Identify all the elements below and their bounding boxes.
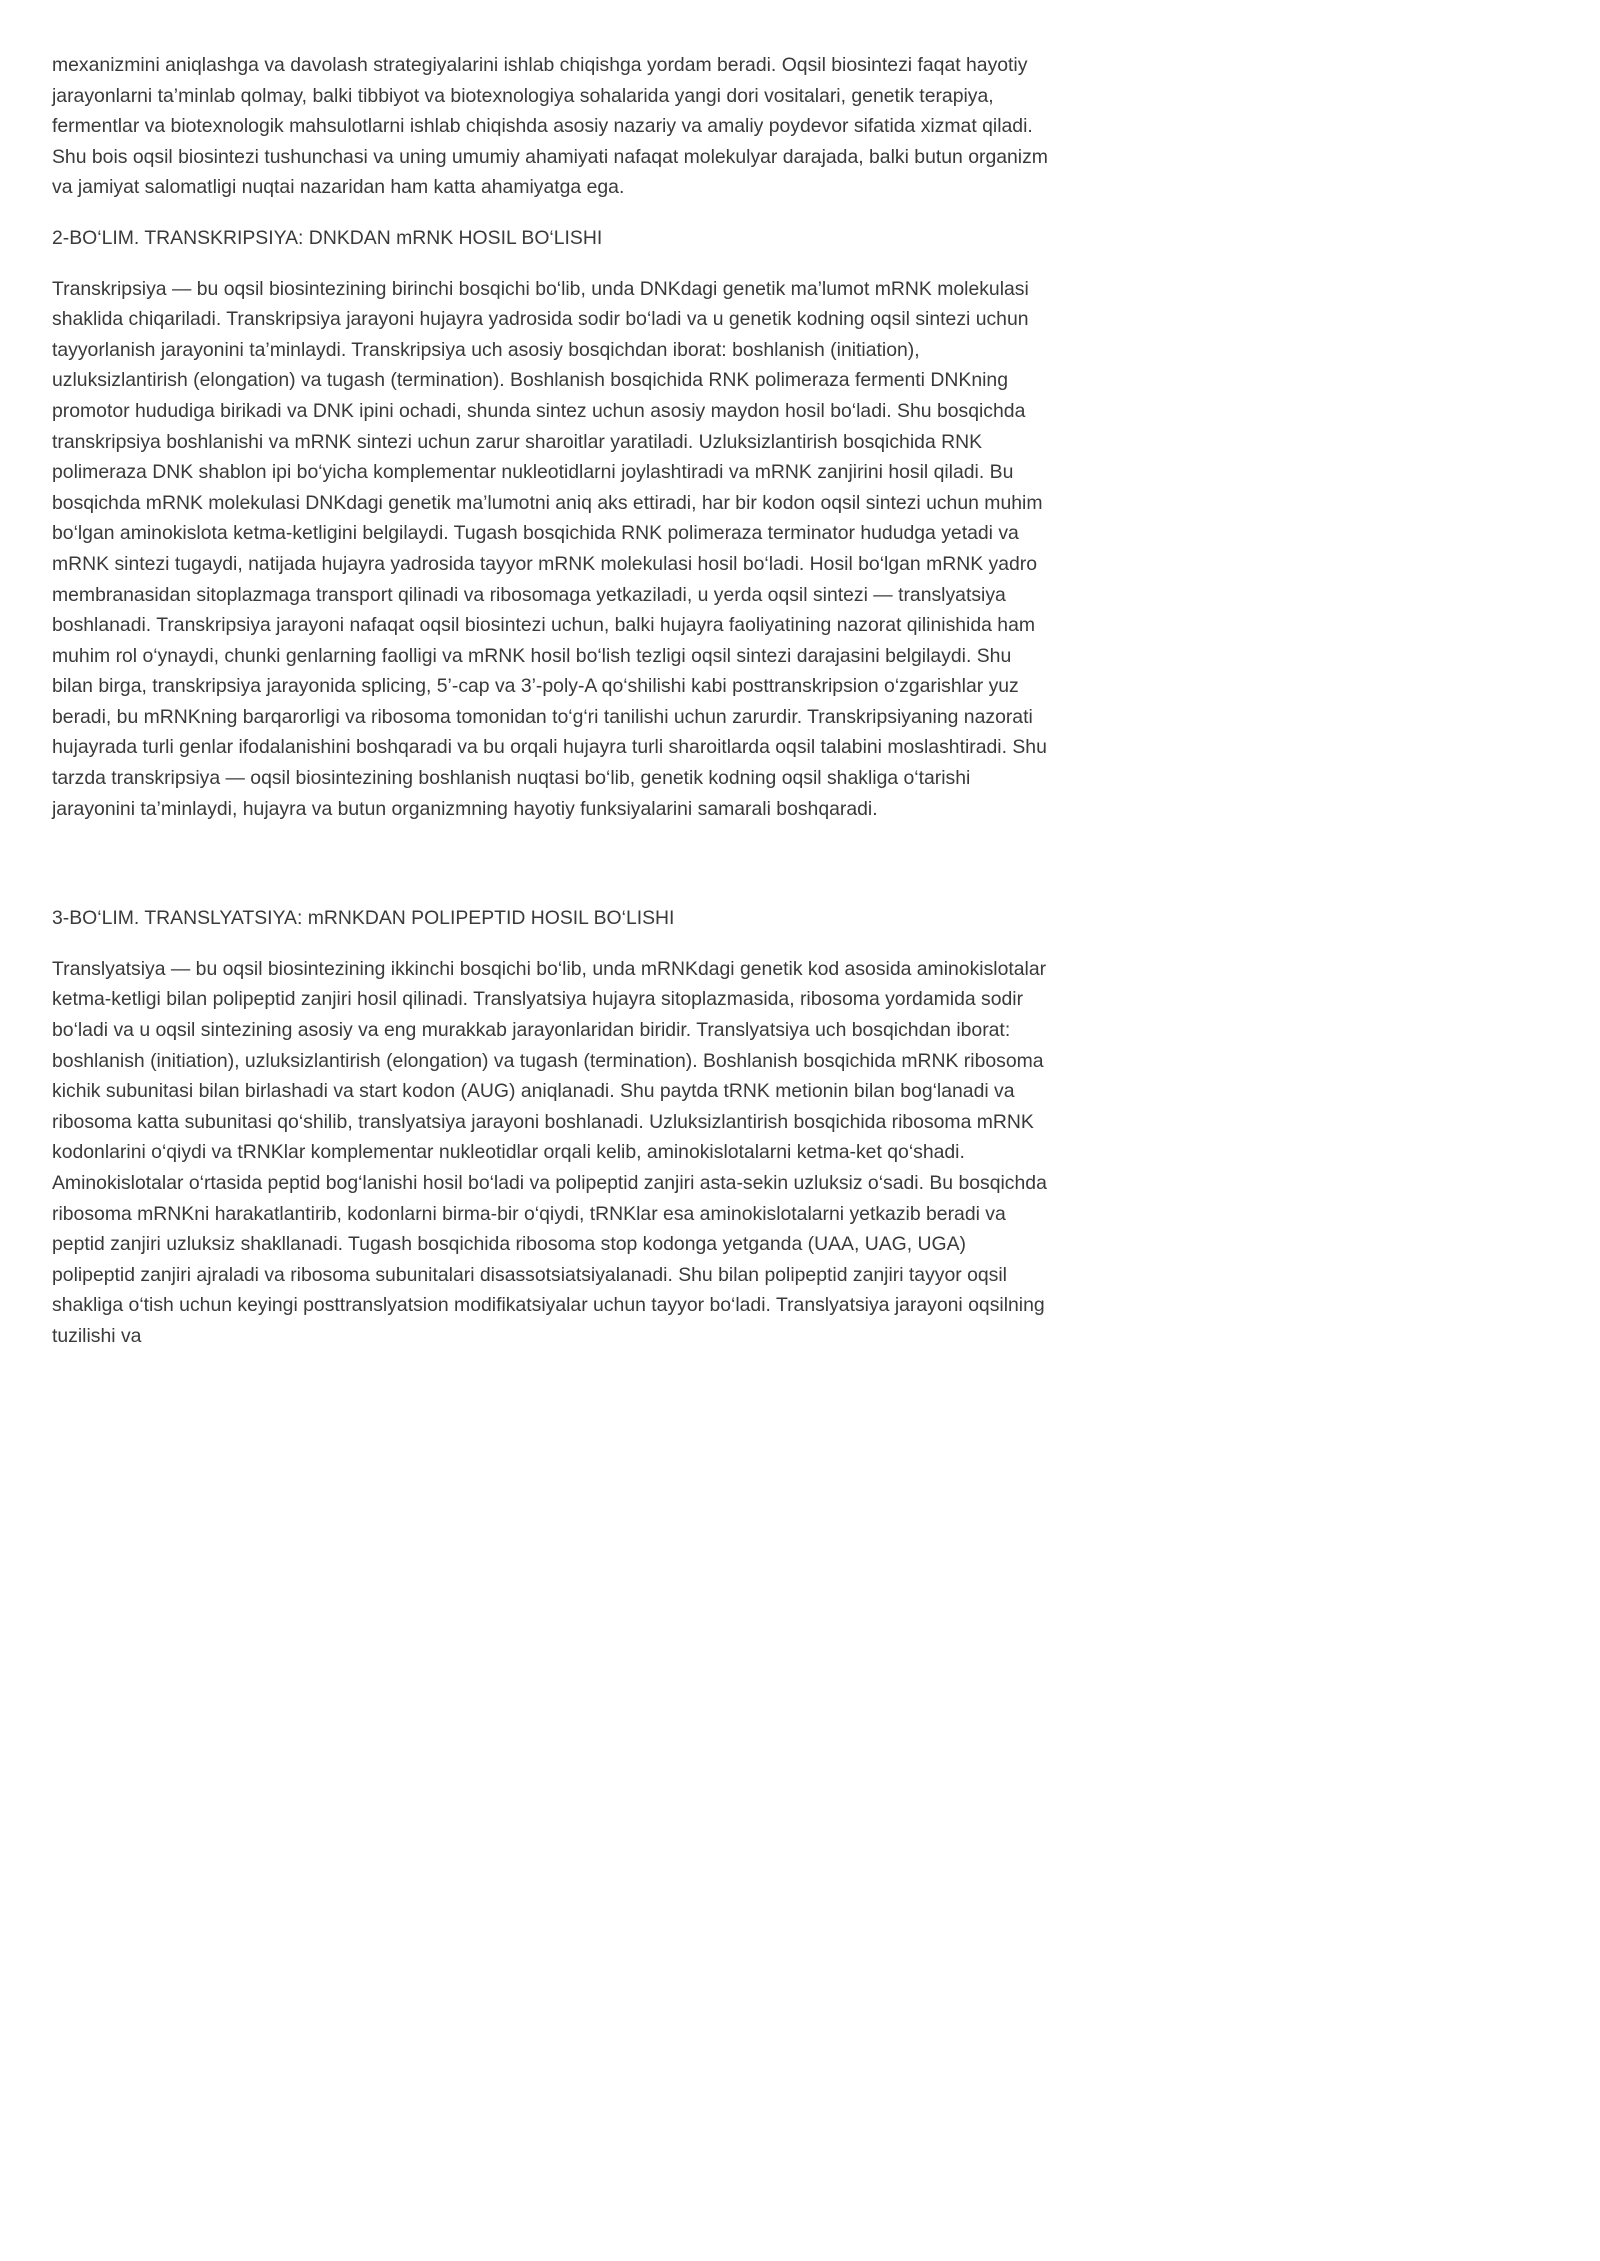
section-3-paragraph: Translyatsiya — bu oqsil biosintezining ikkinchi bosqichi bo‘lib, unda mRNKdagi genetik kod asosida aminokislotalar ketma-ketligi bilan polipeptid zanjiri hosil qilinadi. Translyatsiya hujayra sitoplazmasida, ribosoma yordamida sodir bo‘ladi va u oqsil sintezining asosiy va eng murakkab jarayonlaridan biridir. Translyatsiya uch bosqichdan iborat: boshlanish (initiation), uzluksizlantirish (elongation) va tugash (termination). Boshlanish bosqichida mRNK ribosoma kichik subunitasi bilan birlashadi va start kodon (AUG) aniqlanadi. Shu paytda tRNK metionin bilan bog‘lanadi va ribosoma katta subunitasi qo‘shilib, translyatsiya jarayoni boshlanadi. Uzluksizlantirish bosqichida ribosoma mRNK kodonlarini o‘qiydi va tRNKlar komplementar nukleotidlar orqali kelib, aminokislotalarni ketma-ket qo‘shadi. Aminokislotalar o‘rtasida peptid bog‘lanishi hosil bo‘ladi va polipeptid zanjiri asta-sekin uzluksiz o‘sadi. Bu bosqichda ribosoma mRNKni harakatlantirib, kodonlarni birma-bir o‘qiydi, tRNKlar esa aminokislotalarni yetkazib beradi va peptid zanjiri uzluksiz shakllanadi. Tugash bosqichida ribosoma stop kodonga yetganda (UAA, UAG, UGA) polipeptid zanjiri ajraladi va ribosoma subunitalari disassotsiatsiyalanadi. Shu bilan polipeptid zanjiri tayyor oqsil shakliga o‘tish uchun keyingi posttranslyatsion modifikatsiyalar uchun tayyor bo‘ladi. Translyatsiya jarayoni oqsilning tuzilishi va xyxy=(52,957,1047,1347)
section-2-heading: 2-BO‘LIM. TRANSKRIPSIYA: DNKDAN mRNK HOSIL BO‘LISHI xyxy=(52,226,603,249)
document-page xyxy=(52,50,1052,1352)
section-2-paragraph: Transkripsiya — bu oqsil biosintezining birinchi bosqichi bo‘lib, unda DNKdagi genetik ma’lumot mRNK molekulasi shaklida chiqariladi. Transkripsiya jarayoni hujayra yadrosida sodir bo‘ladi va u genetik kodning oqsil sintezi uchun tayyorlanish jarayonini ta’minlaydi. Transkripsiya uch asosiy bosqichdan iborat: boshlanish (initiation), uzluksizlantirish (elongation) va tugash (termination). Boshlanish bosqichida RNK polimeraza fermenti DNKning promotor hududiga birikadi va DNK ipini ochadi, shunda sintez uchun asosiy maydon hosil bo‘ladi. Shu bosqichda transkripsiya boshlanishi va mRNK sintezi uchun zarur sharoitlar yaratiladi. Uzluksizlantirish bosqichida RNK polimeraza DNK shablon ipi bo‘yicha komplementar nukleotidlarni joylashtiradi va mRNK zanjirini hosil qiladi. Bu bosqichda mRNK molekulasi DNKdagi genetik ma’lumotni aniq aks ettiradi, har bir kodon oqsil sintezi uchun muhim bo‘lgan aminokislota ketma-ketligini belgilaydi. Tugash bosqichida RNK polimeraza terminator hududga yetadi va mRNK sintezi tugaydi, natijada hujayra yadrosida tayyor mRNK molekulasi hosil bo‘ladi. Hosil bo‘lgan mRNK yadro membranasidan sitoplazmaga transport qilinadi va ribosomaga yetkaziladi, u yerda oqsil sintezi — translyatsiya boshlanadi. Transkripsiya jarayoni nafaqat oqsil biosintezi uchun, balki hujayra faoliyatining nazorat qilinishida ham muhim rol o‘ynaydi, chunki genlarning faolligi va mRNK hosil bo‘lish tezligi oqsil sintezi darajasini belgilaydi. Shu bilan birga, transkripsiya jarayonida splicing, 5’-cap va 3’-poly-A qo‘shilishi kabi posttranskripsion o‘zgarishlar yuz beradi, bu mRNKning barqarorligi va ribosoma tomonidan to‘g‘ri tanilishi uchun zarurdir. Transkripsiyaning nazorati hujayrada turli genlar ifodalanishini boshqaradi va bu orqali hujayra turli sharoitlarda oqsil talabini moslashtiradi. Shu tarzda transkripsiya — oqsil biosintezining boshlanish nuqtasi bo‘lib, genetik kodning oqsil shakliga o‘tarishi jarayonini ta’minlaydi, hujayra va butun organizmning hayotiy funksiyalarini samarali boshqaradi. xyxy=(52,277,1047,820)
section-3-heading: 3-BO‘LIM. TRANSLYATSIYA: mRNKDAN POLIPEPTID HOSIL BO‘LISHI xyxy=(52,907,675,930)
intro-paragraph: mexanizmini aniqlashga va davolash strategiyalarini ishlab chiqishga yordam beradi. Oqsil biosintezi faqat hayotiy jarayonlarni ta’minlab qolmay, balki tibbiyot va biotexnologiya sohalarida yangi dori vositalari, genetik terapiya, fermentlar va biotexnologik mahsulotlarni ishlab chiqishda asosiy nazariy va amaliy poydevor sifatida xizmat qiladi. Shu bois oqsil biosintezi tushunchasi va uning umumiy ahamiyati nafaqat molekulyar darajada, balki butun organizm va jamiyat salomatligi nuqtai nazaridan ham katta ahamiyatga ega. xyxy=(52,54,1048,199)
